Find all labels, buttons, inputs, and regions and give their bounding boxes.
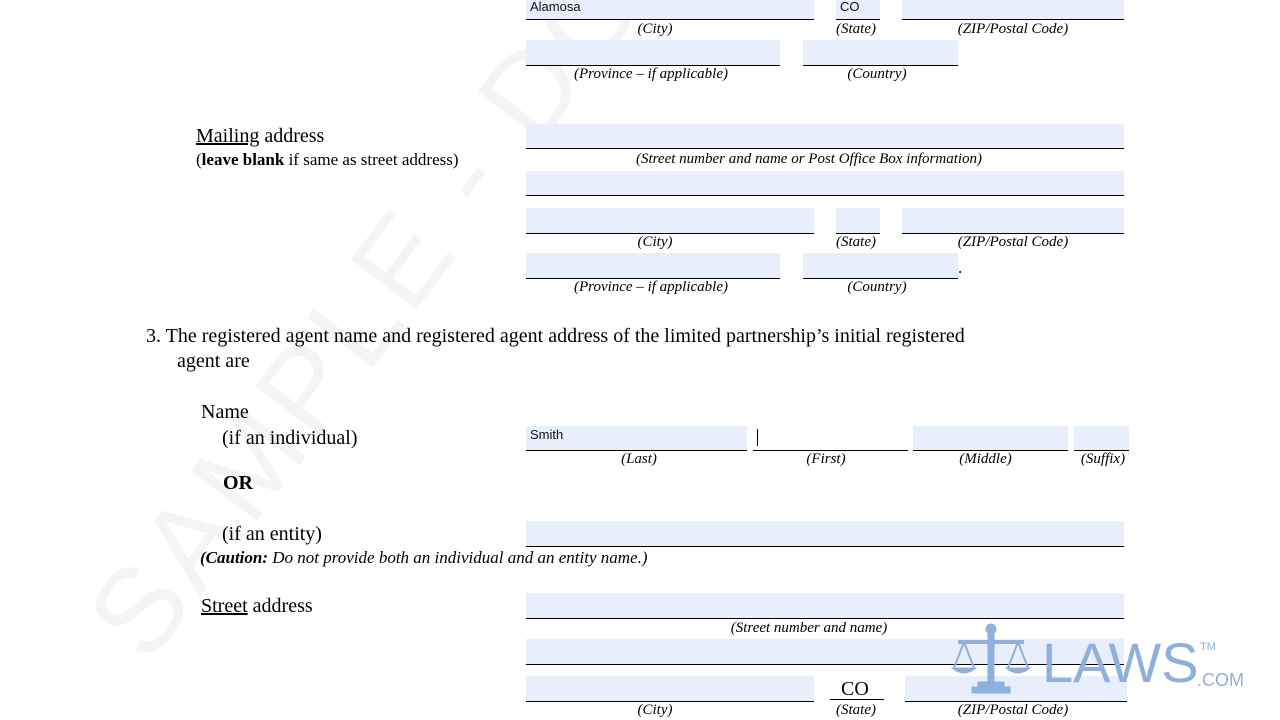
street-or-po-caption: (Street number and name or Post Office Box information)	[635, 151, 983, 167]
street-label-underlined: Street	[201, 595, 248, 617]
state-caption: (State)	[836, 21, 876, 37]
state-caption: (State)	[836, 702, 876, 718]
agent-city-field[interactable]	[526, 676, 814, 702]
agent-street-field-1[interactable]	[526, 593, 1124, 619]
agent-state-underline	[830, 699, 884, 700]
mailing-province-field[interactable]	[526, 253, 780, 279]
city-caption: (City)	[637, 234, 673, 250]
middle-caption: (Middle)	[959, 451, 1012, 467]
street-label-rest: address	[247, 595, 313, 617]
mailing-city-field[interactable]	[526, 208, 814, 234]
laws-logo	[950, 620, 1260, 700]
zip-caption: (ZIP/Postal Code)	[957, 234, 1069, 250]
agent-last-name-field[interactable]: Smith	[526, 426, 747, 451]
city-field-top[interactable]: Alamosa	[526, 0, 814, 20]
caution-note	[200, 548, 648, 568]
street-address-label	[201, 595, 313, 618]
entity-label: (if an entity)	[222, 523, 322, 545]
mailing-label-underlined: Mailing	[196, 125, 260, 147]
city-caption: (City)	[637, 21, 673, 37]
item3-line1: 3. The registered agent name and registered agent address of the limited partnership’s initial registered	[146, 325, 965, 347]
individual-label: (if an individual)	[222, 427, 358, 449]
zip-field-top[interactable]	[902, 0, 1124, 20]
state-field-top[interactable]: CO	[836, 0, 880, 20]
name-label: Name	[201, 401, 249, 423]
mailing-zip-field[interactable]	[902, 208, 1124, 234]
caution-rest: Do not provide both an individual and an entity name.)	[268, 548, 648, 567]
mailing-note-rest: if same as street address)	[284, 150, 459, 169]
mailing-label-rest: address	[259, 125, 325, 147]
logo-com: .COM	[1197, 670, 1244, 690]
agent-entity-name-field[interactable]	[526, 521, 1124, 547]
zip-caption: (ZIP/Postal Code)	[957, 21, 1069, 37]
country-field-top[interactable]	[803, 40, 958, 66]
province-caption: (Province – if applicable)	[574, 66, 728, 82]
mailing-address-label	[196, 125, 324, 148]
last-caption: (Last)	[621, 451, 657, 467]
agent-middle-name-field[interactable]	[913, 426, 1068, 451]
street-caption: (Street number and name)	[730, 620, 888, 636]
mailing-street-field-2[interactable]	[526, 171, 1124, 196]
text-cursor	[757, 429, 758, 446]
country-caption: (Country)	[847, 66, 907, 82]
state-caption: (State)	[836, 234, 876, 250]
suffix-caption: (Suffix)	[1080, 451, 1126, 467]
mailing-note	[196, 150, 459, 170]
first-caption: (First)	[806, 451, 846, 467]
city-caption: (City)	[637, 702, 673, 718]
item3-line2: agent are	[177, 350, 250, 372]
caution-bold: (Caution:	[200, 548, 269, 567]
zip-caption: (ZIP/Postal Code)	[957, 702, 1069, 718]
mailing-country-field[interactable]	[803, 253, 958, 279]
province-field-top[interactable]	[526, 40, 780, 66]
period-mark: .	[958, 258, 963, 277]
province-caption: (Province – if applicable)	[574, 279, 728, 295]
or-label: OR	[223, 472, 253, 494]
scales-of-justice-icon	[952, 624, 1030, 693]
logo-tm: TM	[1200, 641, 1216, 653]
logo-text: LAWS	[1042, 631, 1199, 694]
mailing-note-open: (	[196, 150, 202, 169]
mailing-state-field[interactable]	[836, 208, 880, 234]
mailing-note-bold: leave blank	[201, 150, 285, 169]
country-caption: (Country)	[847, 279, 907, 295]
agent-first-name-field[interactable]	[753, 426, 908, 451]
mailing-street-field-1[interactable]	[526, 124, 1124, 149]
agent-state-value: CO	[841, 678, 869, 700]
agent-suffix-field[interactable]	[1074, 426, 1129, 451]
